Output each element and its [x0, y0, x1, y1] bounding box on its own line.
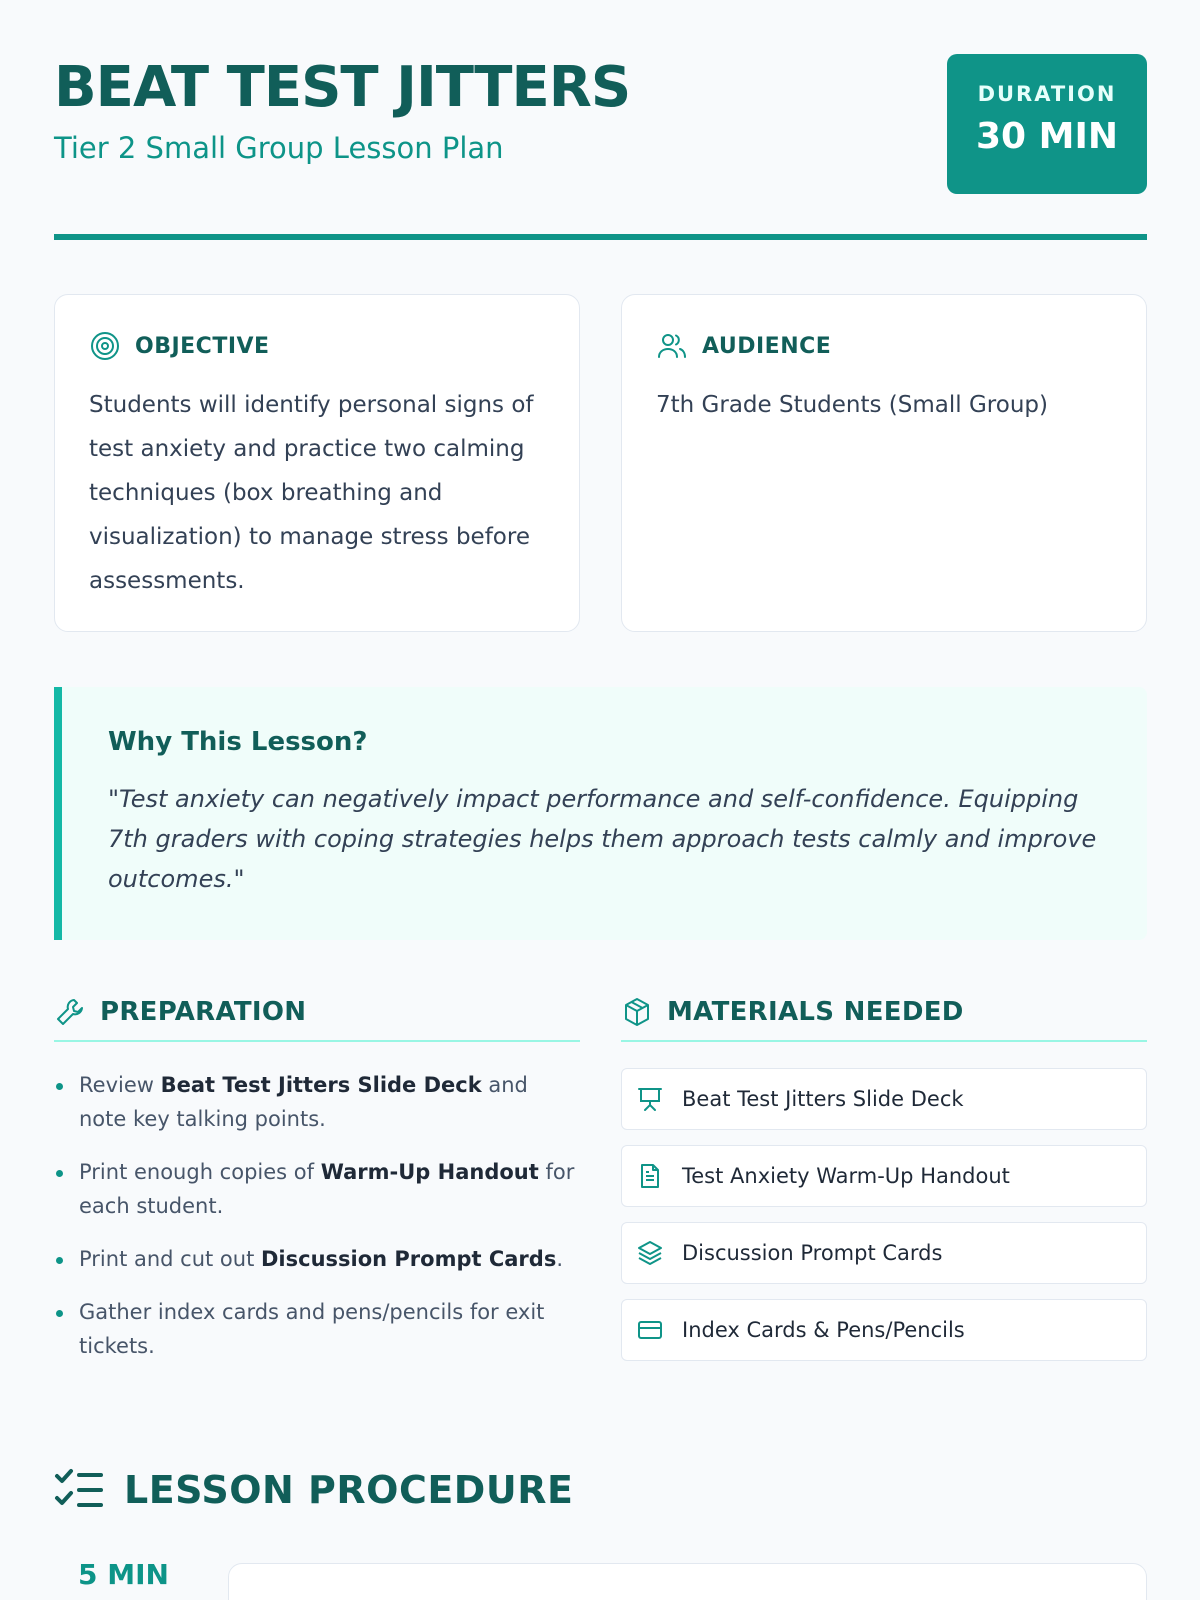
- why-heading: Why This Lesson?: [108, 727, 368, 757]
- page-title: BEAT TEST JITTERS: [54, 55, 631, 120]
- users-icon: [656, 330, 688, 362]
- material-label: Index Cards & Pens/Pencils: [682, 1318, 965, 1342]
- list-item: Review Beat Test Jitters Slide Deck and note key talking points.: [54, 1068, 580, 1136]
- objective-heading: OBJECTIVE: [135, 333, 270, 359]
- header: [54, 54, 1147, 194]
- materials-heading: MATERIALS NEEDED: [667, 997, 964, 1027]
- list-item: Gather index cards and pens/pencils for exit tickets.: [54, 1295, 580, 1363]
- credit-card-icon: [636, 1316, 664, 1344]
- page-subtitle: Tier 2 Small Group Lesson Plan: [54, 131, 504, 165]
- audience-heading-row: [656, 329, 831, 363]
- materials-heading-row: [621, 992, 1147, 1042]
- wrench-icon: [54, 996, 86, 1028]
- material-label: Test Anxiety Warm-Up Handout: [682, 1164, 1010, 1188]
- target-icon: [89, 330, 121, 362]
- why-this-lesson-callout: [54, 687, 1147, 940]
- duration-value: 30 MIN: [976, 116, 1118, 157]
- objective-heading-row: [89, 329, 270, 363]
- duration-badge: [947, 54, 1147, 194]
- file-text-icon: [636, 1162, 664, 1190]
- materials-list: [621, 1068, 1147, 1376]
- objective-text: Students will identify personal signs of test anxiety and practice two calming techniques (box breathing and visualization) to manage stress before assessments.: [89, 392, 534, 594]
- list-checks-icon: [54, 1468, 104, 1512]
- preparation-heading-row: [54, 992, 580, 1042]
- list-item: [621, 1222, 1147, 1284]
- list-item: [621, 1145, 1147, 1207]
- presentation-icon: [636, 1085, 664, 1113]
- procedure-step-card: [228, 1563, 1147, 1600]
- audience-card: [621, 294, 1147, 632]
- procedure-heading: LESSON PROCEDURE: [124, 1468, 574, 1512]
- procedure-heading-row: [54, 1468, 573, 1512]
- material-label: Beat Test Jitters Slide Deck: [682, 1087, 964, 1111]
- duration-label: DURATION: [977, 82, 1117, 106]
- material-label: Discussion Prompt Cards: [682, 1241, 943, 1265]
- objective-card: [54, 294, 580, 632]
- list-item: [621, 1299, 1147, 1361]
- layers-icon: [636, 1239, 664, 1267]
- list-item: [621, 1068, 1147, 1130]
- lesson-plan-page: [54, 0, 1147, 1600]
- list-item: Print enough copies of Warm-Up Handout for each student.: [54, 1155, 580, 1223]
- list-item: Print and cut out Discussion Prompt Cards.: [54, 1242, 580, 1276]
- header-divider: [54, 234, 1147, 240]
- package-icon: [621, 996, 653, 1028]
- audience-text: 7th Grade Students (Small Group): [656, 392, 1048, 418]
- preparation-list: [54, 1068, 580, 1382]
- why-quote: "Test anxiety can negatively impact performance and self-confidence. Equipping 7th graders with coping strategies helps them approach tests calmly and improve outcomes.": [108, 785, 1097, 893]
- step-time: 5 MIN: [78, 1558, 169, 1591]
- preparation-heading: PREPARATION: [100, 997, 307, 1027]
- audience-heading: AUDIENCE: [702, 333, 832, 359]
